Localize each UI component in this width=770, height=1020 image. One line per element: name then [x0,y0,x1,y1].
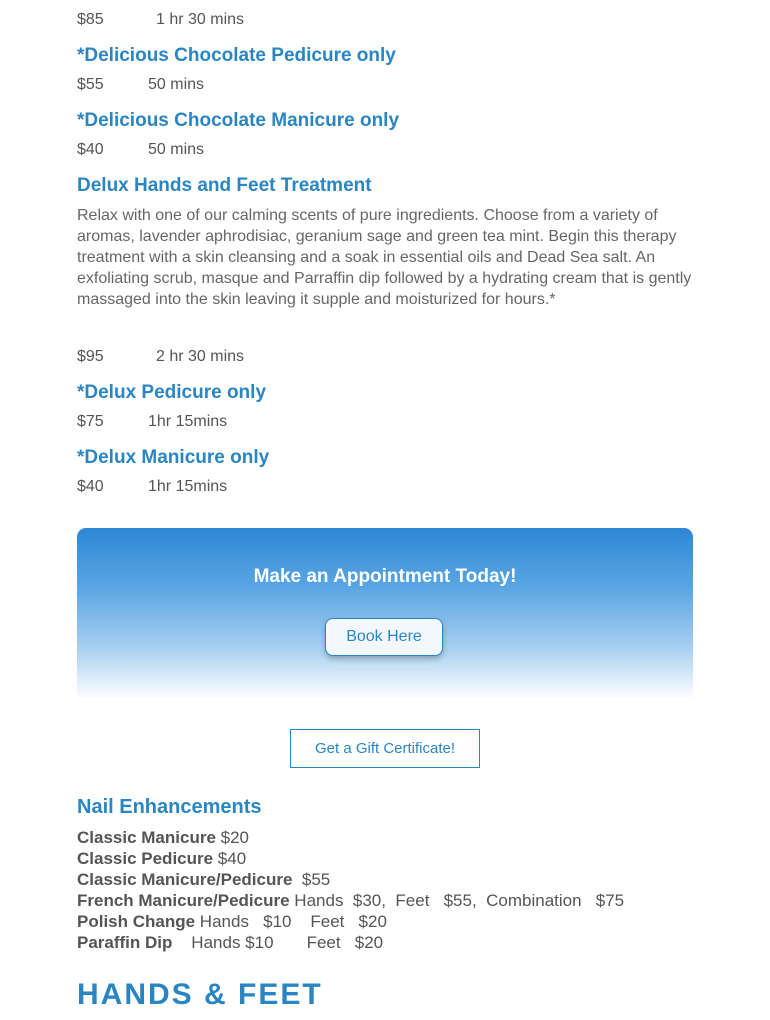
enhancement-details: Hands $10 Feet $20 [172,933,384,952]
list-item [77,848,624,869]
service-price-row [77,141,205,159]
service-price-row [77,478,228,496]
section-title-hands-feet: HANDS & FEET [77,978,323,1011]
section-title-nail-enhancements: Nail Enhancements [77,796,262,818]
enhancement-name: French Manicure/Pedicure [77,891,290,910]
enhancement-name: Paraffin Dip [77,933,173,952]
list-item [77,911,624,932]
service-price-row [77,348,245,366]
service-description: Relax with one of our calming scents of pure ingredients. Choose from a variety of aromas, lavender aphrodisiac, geranium sage and green tea mint. Begin this therapy treatment with a skin cleansing and a soak in essential oils and Dead Sea salt. An exfoliating scrub, masque and Parraffin dip followed by a hydrating cream that is gently massaged into the skin leaving it supple and moisturized for hours.* [77,207,692,308]
enhancement-details: Hands $30, Feet $55, Combination $75 [289,891,625,910]
service-duration: 1hr 15mins [148,413,228,430]
service-price-row [77,11,245,29]
service-price: $40 [77,478,104,495]
list-item [77,932,624,953]
enhancement-details: $40 [213,849,247,868]
service-duration: 1 hr 30 mins [156,11,245,28]
service-title: *Delux Pedicure only [77,382,267,403]
service-duration: 1hr 15mins [148,478,228,495]
service-price: $40 [77,141,104,158]
list-item [77,827,624,848]
service-price: $55 [77,76,104,93]
service-duration: 2 hr 30 mins [156,348,245,365]
appointment-title: Make an Appointment Today! [253,566,517,587]
service-title: Delux Hands and Feet Treatment [77,175,372,196]
service-price-row [77,413,228,431]
enhancement-details: Hands $10 Feet $20 [195,912,387,931]
service-title: *Delicious Chocolate Pedicure only [77,45,396,66]
service-price: $85 [77,11,104,28]
book-here-button[interactable]: Book Here [325,618,443,656]
service-title: *Delicious Chocolate Manicure only [77,110,400,131]
service-price: $95 [77,348,104,365]
service-price-row [77,76,205,94]
enhancement-name: Classic Manicure [77,828,216,847]
enhancement-name: Polish Change [77,912,196,931]
service-price: $75 [77,413,104,430]
gift-certificate-button[interactable]: Get a Gift Certificate! [290,729,480,768]
list-item [77,869,624,890]
service-duration: 50 mins [148,76,205,93]
enhancement-details: $55 [292,870,331,889]
enhancements-list [77,827,624,953]
service-duration: 50 mins [148,141,205,158]
appointment-banner [77,528,693,700]
service-title: *Delux Manicure only [77,447,270,468]
enhancement-details: $20 [215,828,249,847]
enhancement-name: Classic Pedicure [77,849,214,868]
list-item [77,890,624,911]
enhancement-name: Classic Manicure/Pedicure [77,870,293,889]
